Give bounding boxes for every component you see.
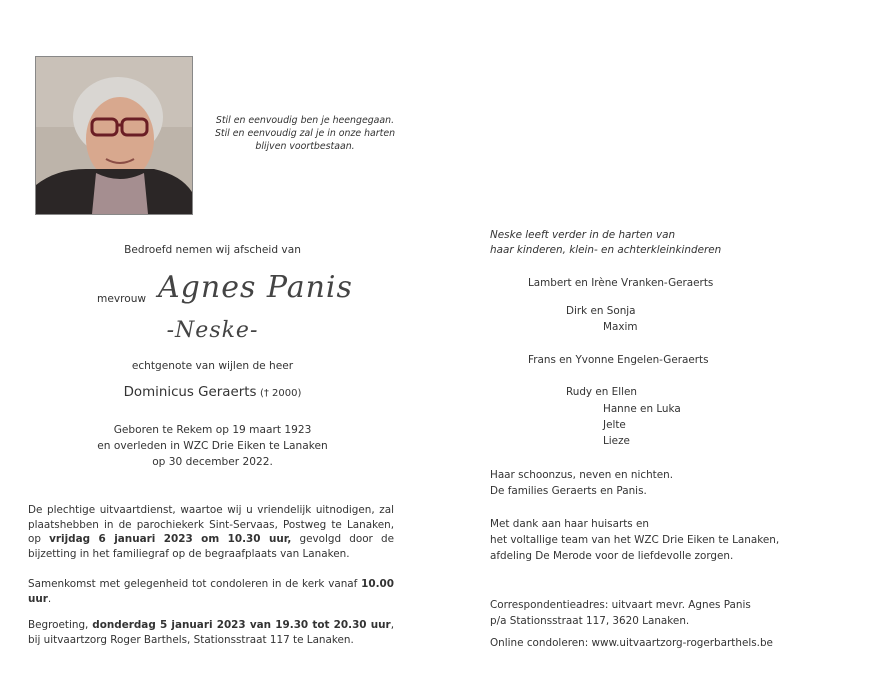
correspondence-address bbox=[490, 597, 751, 629]
gathering-text: Samenkomst met gelegenheid tot condoleren in de kerk vanaf bbox=[28, 578, 362, 590]
great-grandchildren-2 bbox=[603, 401, 681, 449]
greeting-date: donderdag 5 januari 2023 van 19.30 tot 20.30 uur bbox=[92, 619, 391, 631]
correspondence-line: Correspondentieadres: uitvaart mevr. Agnes Panis bbox=[490, 599, 751, 611]
funeral-text: gevolgd door de bijzetting in het familiegraf op de begraafplaats van Lanaken. bbox=[28, 533, 394, 560]
greeting-paragraph bbox=[28, 618, 394, 647]
portrait-image bbox=[36, 57, 192, 214]
spouse-name: Dominicus Geraerts bbox=[123, 385, 257, 400]
family-intro-line: Neske leeft verder in de harten van bbox=[490, 229, 676, 241]
great-grandchild: Hanne en Luka bbox=[603, 403, 681, 415]
intro-text: Bedroefd nemen wij afscheid van bbox=[124, 244, 301, 256]
correspondence-line: p/a Stationsstraat 117, 3620 Lanaken. bbox=[490, 615, 690, 627]
gathering-paragraph bbox=[28, 577, 394, 606]
grandchildren-1: Dirk en Sonja bbox=[566, 305, 636, 317]
other-family-line: De families Geraerts en Panis. bbox=[490, 485, 647, 497]
thanks-section bbox=[490, 516, 779, 564]
family-intro bbox=[490, 228, 721, 258]
great-grandchild-1: Maxim bbox=[603, 321, 638, 333]
poem bbox=[200, 114, 410, 153]
great-grandchild: Lieze bbox=[603, 435, 630, 447]
thanks-line: Met dank aan haar huisarts en bbox=[490, 518, 650, 530]
gathering-time: 10.00 uur bbox=[28, 578, 394, 605]
poem-line: Stil en eenvoudig ben je heengegaan. bbox=[215, 115, 395, 126]
other-family bbox=[490, 467, 673, 499]
greeting-text: Begroeting, bbox=[28, 619, 93, 631]
funeral-date: vrijdag 6 januari 2023 om 10.30 uur, bbox=[49, 533, 292, 546]
deceased-nickname: -Neske- bbox=[166, 318, 259, 343]
family-intro-line: haar kinderen, klein- en achterkleinkinderen bbox=[490, 244, 722, 256]
portrait-photo bbox=[35, 56, 193, 215]
greeting-text: , bij uitvaartzorg Roger Barthels, Stationsstraat 117 te Lanaken. bbox=[28, 619, 394, 646]
gathering-text: . bbox=[47, 592, 52, 605]
poem-line: blijven voortbestaan. bbox=[255, 141, 355, 152]
funeral-text: De plechtige uitvaartdienst, waartoe wij u vriendelijk uitnodigen, zal plaatshebben in de parochiekerk Sint-Servaas, Postweg te Lanaken, op bbox=[28, 504, 394, 546]
poem-line: Stil en eenvoudig zal je in onze harten bbox=[214, 128, 396, 139]
deceased-name: Agnes Panis bbox=[158, 270, 353, 305]
online-condolence: Online condoleren: www.uitvaartzorg-rogerbarthels.be bbox=[490, 637, 773, 649]
thanks-line: afdeling De Merode voor de liefdevolle zorgen. bbox=[490, 550, 734, 562]
thanks-line: het voltallige team van het WZC Drie Eiken te Lanaken, bbox=[490, 534, 780, 546]
name-prefix: mevrouw bbox=[97, 293, 147, 305]
other-family-line: Haar schoonzus, neven en nichten. bbox=[490, 469, 674, 481]
birth-death-info bbox=[20, 422, 405, 470]
death-date-line: op 30 december 2022. bbox=[152, 456, 273, 468]
great-grandchild: Jelte bbox=[603, 419, 626, 431]
grandchildren-2: Rudy en Ellen bbox=[566, 386, 637, 398]
funeral-paragraph bbox=[28, 503, 394, 561]
birth-line: Geboren te Rekem op 19 maart 1923 bbox=[113, 424, 312, 436]
family-couple-1: Lambert en Irène Vranken-Geraerts bbox=[528, 277, 714, 289]
spouse-death: († 2000) bbox=[259, 388, 302, 399]
family-couple-2: Frans en Yvonne Engelen-Geraerts bbox=[528, 354, 709, 366]
death-line: en overleden in WZC Drie Eiken te Lanaken bbox=[97, 440, 328, 452]
spouse-line bbox=[20, 385, 405, 400]
spouse-intro: echtgenote van wijlen de heer bbox=[131, 360, 294, 372]
